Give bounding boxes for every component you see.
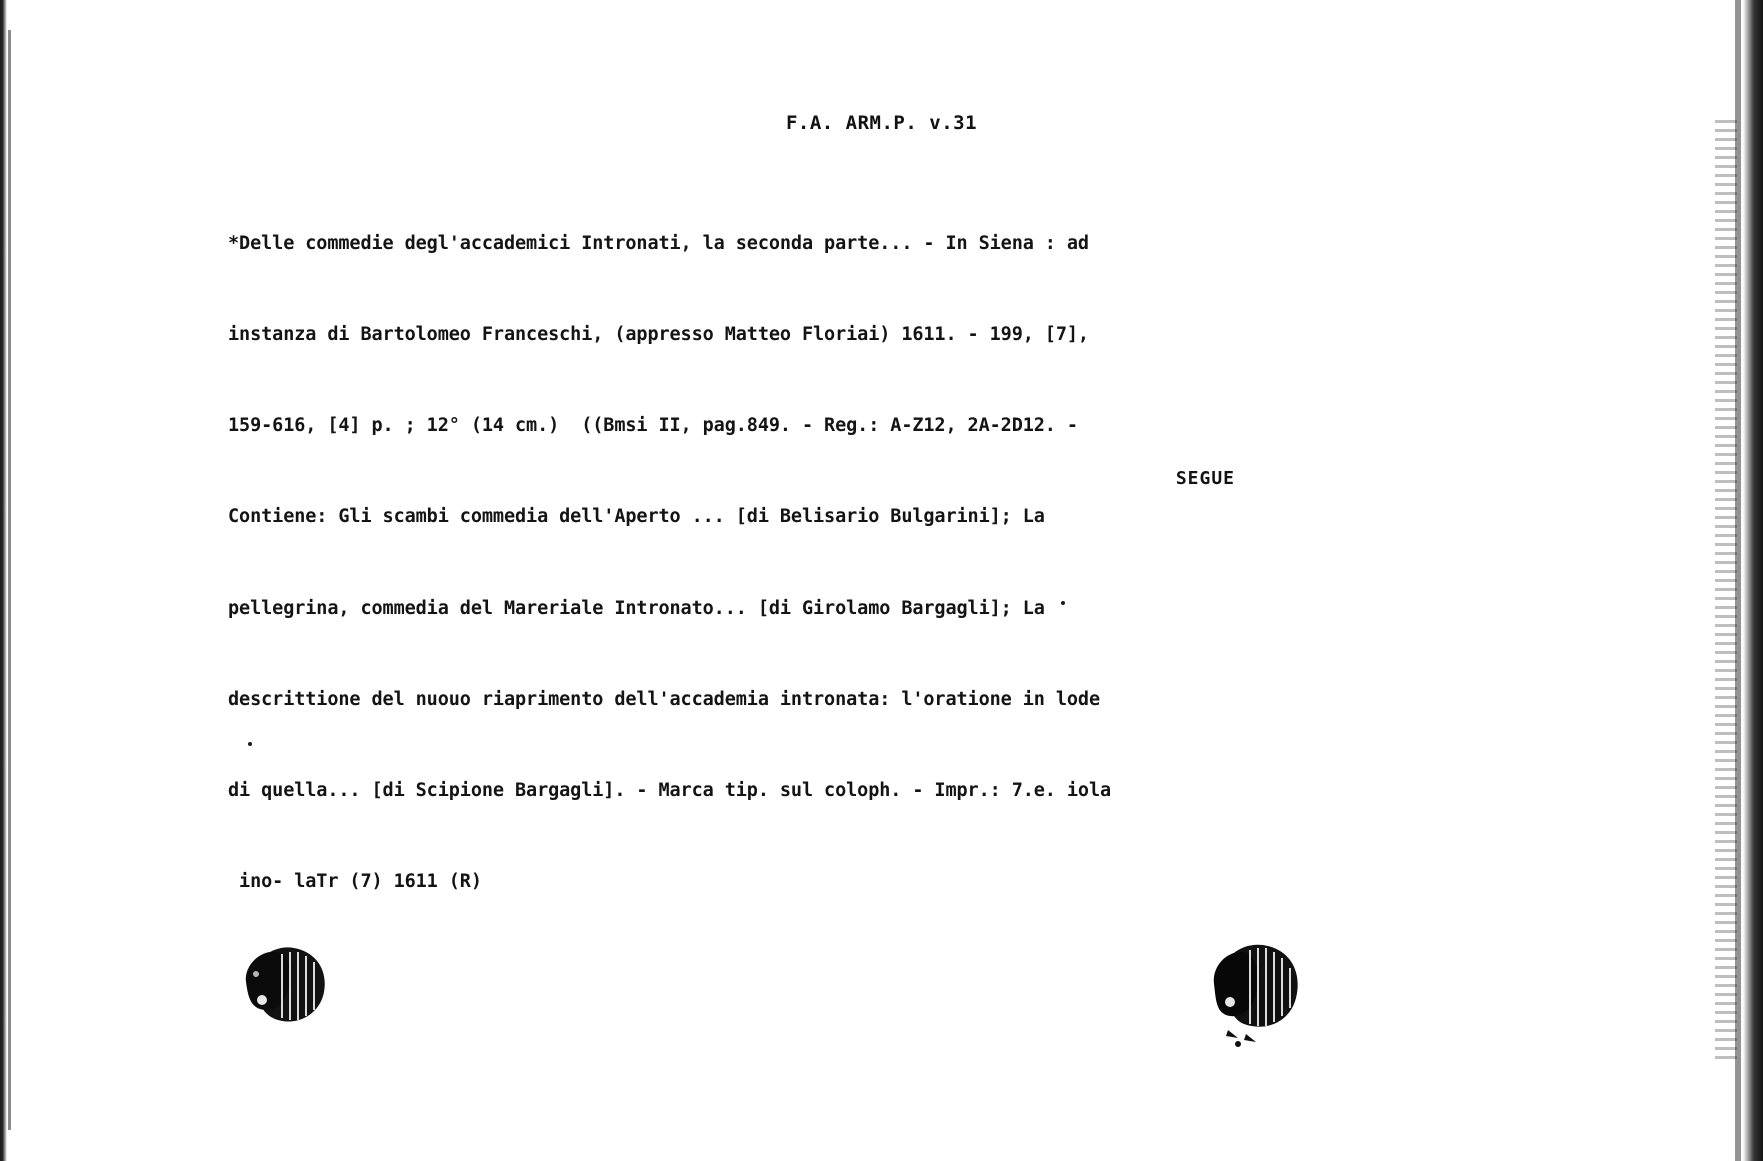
stray-ink-dot [1061,601,1065,605]
scan-right-edge-artifact [1743,0,1763,1161]
scan-right-speckle-artifact [1715,120,1737,1060]
record-line: Contiene: Gli scambi commedia dell'Aperto ... [di Belisario Bulgarini]; La [228,506,1045,528]
ink-smudge-blob-left [232,930,342,1044]
catalog-record-text [228,168,1288,959]
scan-left-edge-line-artifact [8,30,11,1130]
record-line: pellegrina, commedia del Mareriale Intronato... [di Girolamo Bargagli]; La [228,597,1045,619]
record-line: di quella... [di Scipione Bargagli]. - Marca tip. sul coloph. - Impr.: 7.e. iola [228,780,1112,802]
scan-left-edge-artifact [0,0,7,1161]
record-line: *Delle commedie degl'accademici Intronati, la seconda parte... - In Siena : ad [228,232,1089,254]
stray-ink-dot [248,742,252,746]
record-line: instanza di Bartolomeo Franceschi, (appresso Matteo Floriai) 1611. - 199, [7], [228,324,1089,346]
record-line: descrittione del nuouo riaprimento dell'accademia intronata: l'oratione in lode [228,688,1100,710]
ink-smudge-blob-right [1198,930,1318,1054]
continuation-marker: SEGUE [1175,468,1235,489]
record-line: 159-616, [4] p. ; 12° (14 cm.) ((Bmsi II, pag.849. - Reg.: A-Z12, 2A-2D12. - [228,415,1078,437]
page-title: F.A. ARM.P. v.31 [785,112,978,134]
record-line: ino- laTr (7) 1611 (R) [228,871,482,893]
